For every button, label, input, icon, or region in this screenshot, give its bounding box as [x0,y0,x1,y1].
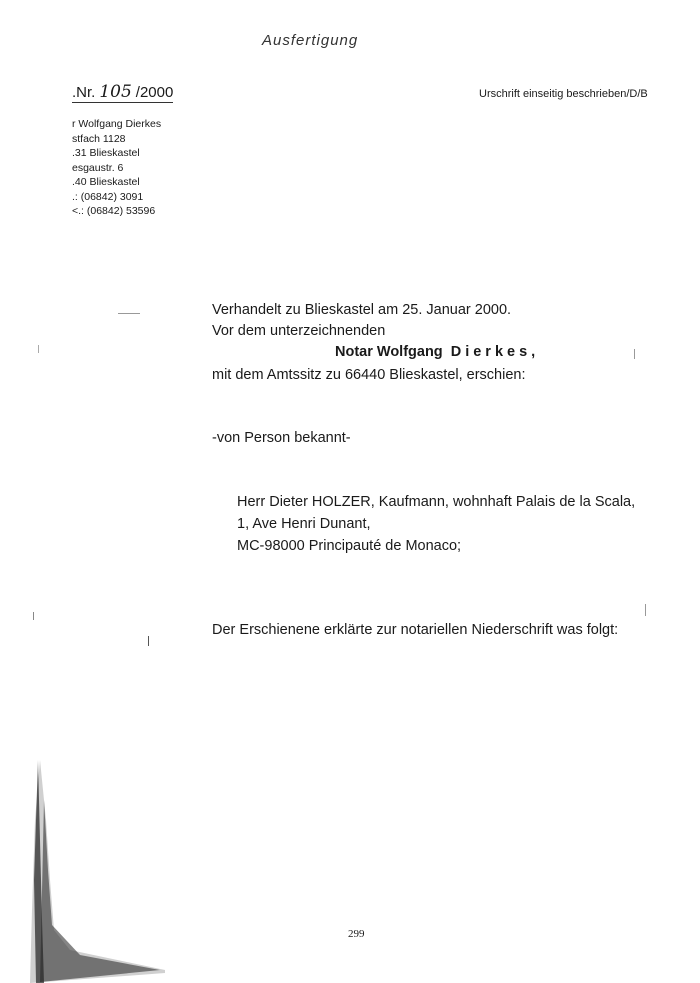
person-line: 1, Ave Henri Dunant, [237,516,371,532]
scan-speck [148,636,149,646]
address-line: esgaustr. 6 [72,161,124,174]
erklaerung-line: Der Erschienene erklärte zur notariellen Niederschrift was folgt: [212,622,619,638]
person-line: Herr Dieter HOLZER, Kaufmann, wohnhaft Palais de la Scala, [237,494,636,510]
urkunden-nummer [72,82,173,103]
notar-name [335,344,539,360]
scan-speck [118,313,140,314]
verhandelt-line: Verhandelt zu Blieskastel am 25. Januar 2000. [212,302,512,318]
notar-name-first: Notar Wolfgang [335,344,443,360]
urnr-prefix: .Nr. [72,84,96,101]
urschrift-note: Urschrift einseitig beschrieben/D/B [479,88,648,100]
address-line: stfach 1128 [72,132,126,145]
person-line: MC-98000 Principauté de Monaco; [237,538,462,554]
address-line: .: (06842) 3091 [72,190,144,203]
scan-speck [645,604,646,616]
ausfertigung-stamp: Ausfertigung [262,32,359,49]
notar-name-last: Dierkes, [450,344,540,360]
address-line: r Wolfgang Dierkes [72,118,162,130]
vor-dem-line: Vor dem unterzeichnenden [212,323,386,339]
address-line: <.: (06842) 53596 [72,205,156,217]
scan-speck [634,349,635,359]
scan-edge-shadow [0,760,170,983]
von-person-bekannt: -von Person bekannt- [212,430,351,446]
scan-speck [33,612,34,620]
amtssitz-line: mit dem Amtssitz zu 66440 Blieskastel, erschien: [212,367,526,383]
address-line: .40 Blieskastel [72,176,140,188]
page-number: 299 [348,928,365,940]
address-line: .31 Blieskastel [72,147,140,159]
scan-speck [38,345,39,353]
notary-address-block [72,117,161,219]
urnr-handwritten-number: 105 [99,82,132,102]
urnr-year: /2000 [135,84,174,101]
